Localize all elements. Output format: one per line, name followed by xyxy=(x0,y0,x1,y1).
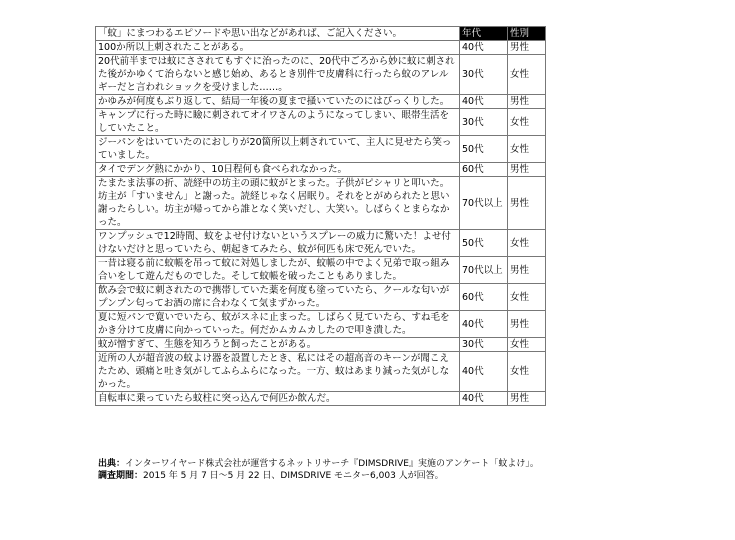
episode-cell: かゆみが何度もぶり返して、結局一年後の夏まで掻いていたのにはびっくりした。 xyxy=(96,95,460,109)
age-cell: 40代 xyxy=(460,41,508,55)
age-cell: 40代 xyxy=(460,392,508,406)
survey-table xyxy=(95,26,546,406)
gender-header: 性別 xyxy=(508,27,546,41)
table-row xyxy=(96,163,546,177)
episode-cell: 100か所以上刺されたことがある。 xyxy=(96,41,460,55)
age-cell: 70代以上 xyxy=(460,177,508,230)
age-cell: 50代 xyxy=(460,136,508,163)
gender-cell: 男性 xyxy=(508,257,546,284)
gender-cell: 男性 xyxy=(508,163,546,177)
source-label: 出典： xyxy=(98,459,126,469)
age-cell: 40代 xyxy=(460,95,508,109)
gender-cell: 男性 xyxy=(508,311,546,338)
table-header-row xyxy=(96,27,546,41)
gender-cell: 女性 xyxy=(508,55,546,95)
table-row xyxy=(96,230,546,257)
table-row xyxy=(96,136,546,163)
question-header: 「蚊」にまつわるエピソードや思い出などがあれば、ご記入ください。 xyxy=(96,27,460,41)
age-cell: 30代 xyxy=(460,55,508,95)
episode-cell: 自転車に乗っていたら蚊柱に突っ込んで何匹か飲んだ。 xyxy=(96,392,460,406)
table-row xyxy=(96,177,546,230)
episode-cell: ワンプッシュで12時間、蚊をよせ付けないというスプレーの威力に驚いた！よせ付けないだけと思っていたら、朝起きてみたら、蚊が何匹も床で死んでいた。 xyxy=(96,230,460,257)
table-row xyxy=(96,338,546,352)
episode-cell: タイでデング熱にかかり、10日程何も食べられなかった。 xyxy=(96,163,460,177)
source-text: インターワイヤード株式会社が運営するネットリサーチ『DIMSDRIVE』実施のアンケート「蚊よけ」。 xyxy=(125,459,539,469)
table-row xyxy=(96,284,546,311)
gender-cell: 女性 xyxy=(508,109,546,136)
episode-cell: 20代前半までは蚊にさされてもすぐに治ったのに、20代中ごろから妙に蚊に刺された後がかゆくて治らないと感じ始め、あるとき別件で皮膚科に行ったら蚊のアレルギーだと言われショックを受けました……。 xyxy=(96,55,460,95)
age-cell: 40代 xyxy=(460,311,508,338)
gender-cell: 女性 xyxy=(508,230,546,257)
gender-cell: 男性 xyxy=(508,41,546,55)
age-cell: 70代以上 xyxy=(460,257,508,284)
age-cell: 60代 xyxy=(460,163,508,177)
episode-cell: 近所の人が超音波の蚊よけ器を設置したとき、私にはその超高音のキーンが聞こえたため、頭痛と吐き気がしてふらふらになった。一方、蚊はあまり減った気がしなかった。 xyxy=(96,352,460,392)
source-line xyxy=(98,458,658,470)
table-row xyxy=(96,352,546,392)
gender-cell: 女性 xyxy=(508,284,546,311)
episode-cell: たまたま法事の折、読経中の坊主の頭に蚊がとまった。子供がピシャリと叩いた。坊主が「すいません」と謝った。読経じゃなく居眠り。それをとがめられたと思い謝ったらしい。坊主が帰ってから誰となく笑いだし、大笑い。しばらくとまらなかった。 xyxy=(96,177,460,230)
table-row xyxy=(96,257,546,284)
gender-cell: 男性 xyxy=(508,95,546,109)
period-text: 2015 年 5 月 7 日～5 月 22 日、DIMSDRIVE モニター6,003 人が回答。 xyxy=(143,471,444,481)
table-row xyxy=(96,392,546,406)
age-cell: 50代 xyxy=(460,230,508,257)
period-label: 調査期間： xyxy=(98,471,144,481)
age-cell: 60代 xyxy=(460,284,508,311)
table-row xyxy=(96,95,546,109)
age-cell: 30代 xyxy=(460,338,508,352)
table-row xyxy=(96,311,546,338)
table-row xyxy=(96,109,546,136)
gender-cell: 男性 xyxy=(508,177,546,230)
table-row xyxy=(96,55,546,95)
episode-cell: 飲み会で蚊に刺されたので携帯していた薬を何度も塗っていたら、クールな匂いがプンプン匂ってお酒の席に合わなくて気まずかった。 xyxy=(96,284,460,311)
episode-cell: ジーパンをはいていたのにおしりが20箇所以上刺されていて、主人に見せたら笑っていました。 xyxy=(96,136,460,163)
episode-cell: 夏に短パンで寛いでいたら、蚊がスネに止まった。しばらく見ていたら、すね毛をかき分けて皮膚に向かっていった。何だかムカムカしたので叩き潰した。 xyxy=(96,311,460,338)
table-row xyxy=(96,41,546,55)
period-line xyxy=(98,470,658,482)
age-cell: 30代 xyxy=(460,109,508,136)
episode-cell: 蚊が憎すぎて、生態を知ろうと飼ったことがある。 xyxy=(96,338,460,352)
gender-cell: 男性 xyxy=(508,392,546,406)
episode-cell: キャンプに行った時に瞼に刺されてオイワさんのようになってしまい、眼帯生活をしていたこと。 xyxy=(96,109,460,136)
age-header: 年代 xyxy=(460,27,508,41)
gender-cell: 女性 xyxy=(508,352,546,392)
source-note xyxy=(98,458,658,482)
age-cell: 40代 xyxy=(460,352,508,392)
episode-cell: 一昔は寝る前に蚊帳を吊って蚊に対処しましたが、蚊帳の中でよく兄弟で取っ組み合いをして遊んだものでした。そして蚊帳を破ったこともありました。 xyxy=(96,257,460,284)
gender-cell: 女性 xyxy=(508,338,546,352)
gender-cell: 女性 xyxy=(508,136,546,163)
